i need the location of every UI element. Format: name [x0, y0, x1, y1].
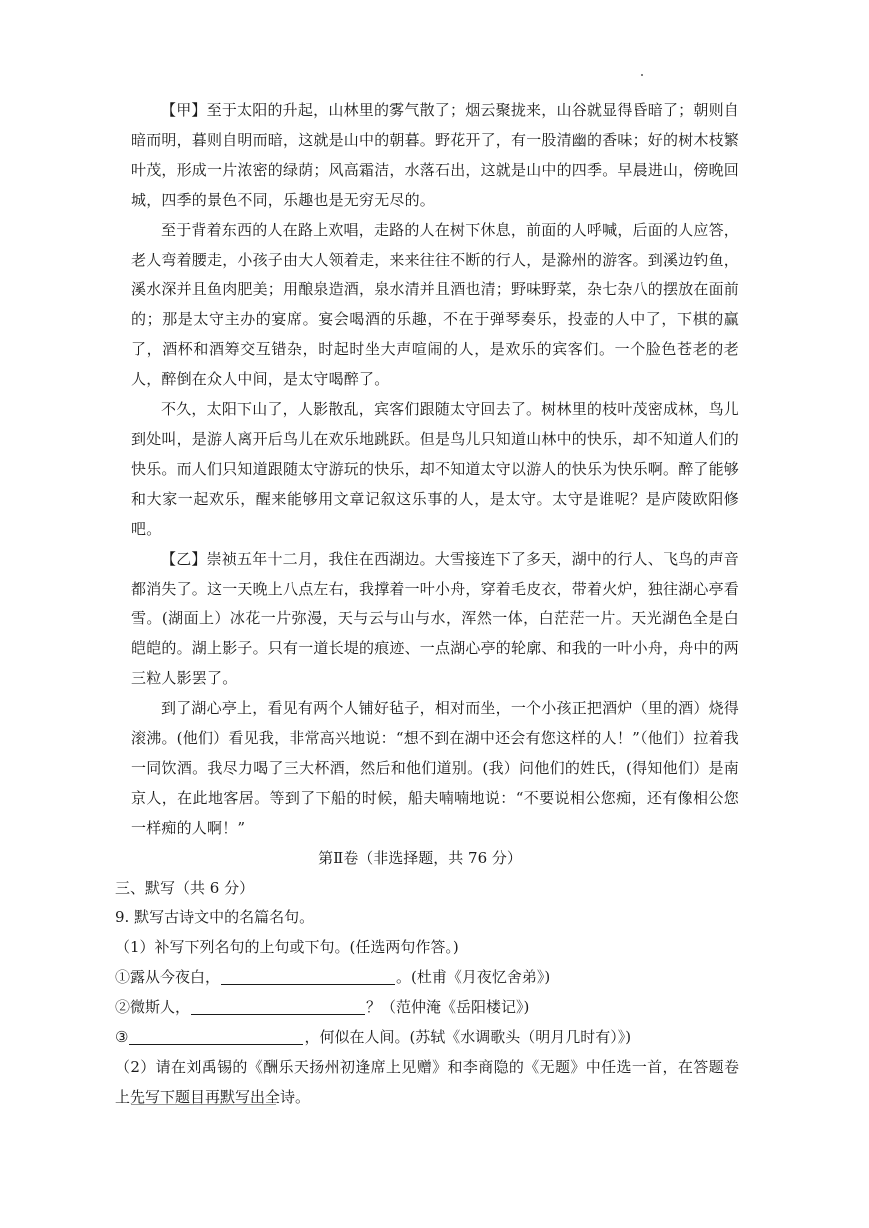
document-page	[115, 96, 740, 1113]
passage-jia-paragraph-1: 【甲】至于太阳的升起，山林里的雾气散了；烟云聚拢来，山谷就显得昏暗了；朝则自暗而明，暮则自明而暗，这就是山中的朝暮。野花开了，有一股清幽的香味；好的树木枝繁叶茂，形成一片浓密的绿荫；风高霜洁，水落石出，这就是山中的四季。早晨进山，傍晚回城，四季的景色不同，乐趣也是无穷无尽的。	[131, 101, 740, 209]
fill-item-3-prefix: ③	[115, 1028, 129, 1047]
question-stem: 9. 默写古诗文中的名篇名句。	[115, 908, 315, 927]
question-part-2: （2）请在刘禹锡的《酬乐天扬州初逢席上见赠》和李商隐的《无题》中任选一首，在答题卷上先写下题目再默写出全诗。	[115, 1058, 739, 1106]
footnote-divider	[131, 1104, 276, 1105]
question-part-1: （1）补写下列名句的上句或下句。(任选两句作答。)	[115, 938, 459, 957]
fill-item-2-prefix: ②微斯人，	[115, 998, 191, 1017]
fill-item-2-suffix: ？（范仲淹《岳阳楼记》)	[366, 998, 530, 1017]
passage-yi-paragraph-2: 到了湖心亭上，看见有两个人铺好毡子，相对而坐，一个小孩正把酒炉（里的酒）烧得滚沸。(他们）看见我，非常高兴地说：“想不到在湖中还会有您这样的人！”（他们）拉着我一同饮酒。我尽力喝了三大杯酒，然后和他们道别。(我）问他们的姓氏，(得知他们）是南京人，在此地客居。等到了下船的时候，船夫喃喃地说：“不要说相公您痴，还有像相公您一样痴的人啊！”	[131, 699, 739, 837]
page-dot	[641, 74, 643, 76]
volume-title: 第Ⅱ卷（非选择题，共 76 分）	[318, 848, 522, 867]
passage-jia-paragraph-3: 不久，太阳下山了，人影散乱，宾客们跟随太守回去了。树林里的枝叶茂密成林，鸟儿到处叫，是游人离开后鸟儿在欢乐地跳跃。但是鸟儿只知道山林中的快乐，却不知道人们的快乐。而人们只知道跟随太守游玩的快乐，却不知道太守以游人的快乐为快乐啊。醉了能够和大家一起欢乐，醒来能够用文章记叙这乐事的人，是太守。太守是谁呢？是庐陵欧阳修吧。	[131, 400, 740, 538]
passage-jia-paragraph-2: 至于背着东西的人在路上欢唱，走路的人在树下休息，前面的人呼喊，后面的人应答，老人弯着腰走，小孩子由大人领着走，来来往往不断的行人，是滁州的游客。到溪边钓鱼，溪水深并且鱼肉肥美；用酿泉造酒，泉水清并且酒也清；野味野菜，杂七杂八的摆放在面前的；那是太守主办的宴席。宴会喝酒的乐趣，不在于弹琴奏乐，投壶的人中了，下棋的赢了，酒杯和酒筹交互错杂，时起时坐大声喧闹的人，是欢乐的宾客们。一个脸色苍老的老人，醉倒在众人中间，是太守喝醉了。	[131, 220, 740, 389]
answer-blank-3[interactable]	[129, 1026, 303, 1045]
fill-item-1-prefix: ①露从今夜白，	[115, 968, 221, 987]
passage-yi-paragraph-1: 【乙】崇祯五年十二月，我住在西湖边。大雪接连下了多天，湖中的行人、飞鸟的声音都消失了。这一天晚上八点左右，我撑着一叶小舟，穿着毛皮衣，带着火炉，独往湖心亭看雪。(湖面上）冰花一片弥漫，天与云与山与水，浑然一体，白茫茫一片。天光湖色全是白皑皑的。湖上影子。只有一道长堤的痕迹、一点湖心亭的轮廓、和我的一叶小舟，舟中的两三粒人影罢了。	[131, 549, 740, 688]
answer-blank-2[interactable]	[191, 996, 365, 1015]
fill-item-3-suffix: ，何似在人间。(苏轼《水调歌头（明月几时有）》)	[304, 1028, 632, 1047]
fill-item-3	[115, 1023, 739, 1053]
fill-item-2	[115, 993, 739, 1023]
fill-item-1	[115, 963, 739, 993]
answer-blank-1[interactable]	[221, 966, 395, 985]
fill-item-1-suffix: 。(杜甫《月夜忆舍弟》)	[396, 968, 551, 987]
section-title: 三、默写（共 6 分）	[115, 878, 255, 897]
